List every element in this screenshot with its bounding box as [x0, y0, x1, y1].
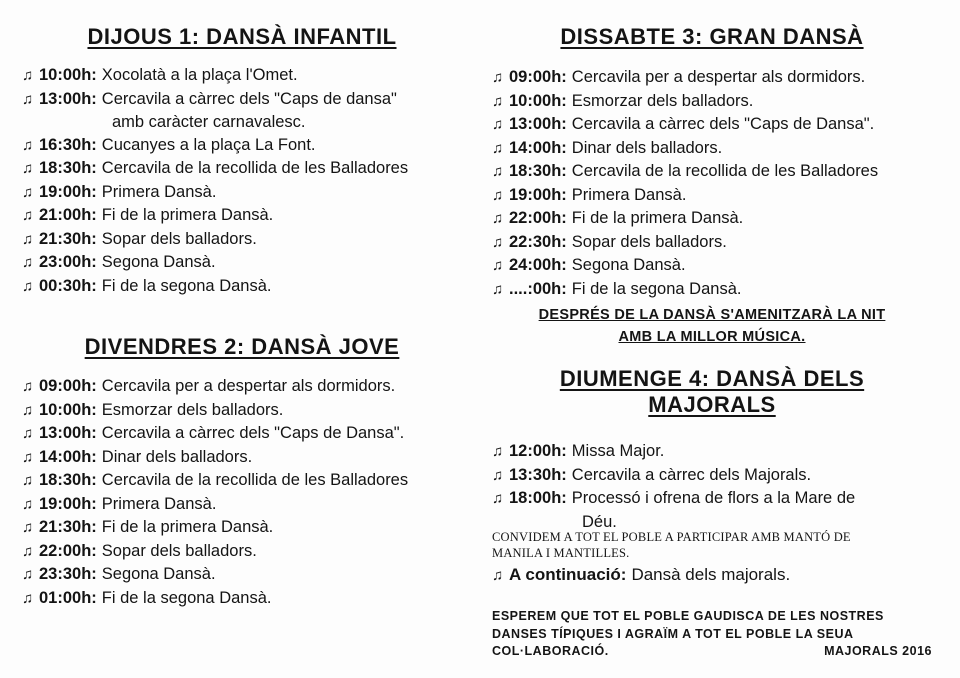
music-note-icon: ♫	[492, 139, 504, 157]
day4-title-line2: MAJORALS	[648, 392, 776, 417]
closing-message	[492, 608, 932, 661]
schedule-desc: Dinar dels balladors.	[101, 447, 253, 466]
schedule-desc: Cercavila a càrrec dels Majorals.	[571, 465, 812, 484]
schedule-desc: Segona Dansà.	[101, 253, 216, 271]
schedule-row	[492, 278, 932, 302]
schedule-time: 12:00h:	[509, 442, 567, 460]
music-note-icon: ♫	[492, 257, 504, 274]
final-event-desc: Dansà dels majorals.	[631, 565, 791, 584]
day4-title	[492, 366, 932, 418]
schedule-row	[22, 251, 462, 275]
invitation-text	[492, 529, 892, 561]
schedule-row	[22, 399, 462, 423]
schedule-desc: Fi de la segona Dansà.	[571, 279, 742, 298]
schedule-desc: Cercavila a càrrec dels "Caps de Dansa".	[571, 115, 875, 133]
schedule-row	[22, 587, 462, 611]
schedule-row	[492, 160, 932, 184]
music-note-icon: ♫	[22, 472, 34, 489]
schedule-desc: Xocolatà a la plaça l'Omet.	[101, 66, 298, 84]
schedule-time: 18:00h:	[509, 489, 567, 507]
schedule-desc: amb caràcter carnavalesc.	[112, 113, 306, 131]
closing-line2: DANSES TÍPIQUES I AGRAÏM A TOT EL POBLE LA SEUA	[492, 626, 854, 641]
schedule-row	[22, 181, 462, 205]
music-note-icon: ♫	[492, 490, 504, 507]
schedule-desc: Primera Dansà.	[571, 185, 687, 204]
schedule-desc: Fi de la primera Dansà.	[101, 518, 274, 536]
music-note-icon: ♫	[22, 589, 34, 607]
schedule-time: 24:00h:	[509, 256, 567, 274]
schedule-row	[492, 113, 932, 137]
music-note-icon: ♫	[22, 566, 34, 583]
schedule-desc: Esmorzar dels balladors.	[101, 400, 284, 419]
day2-schedule	[22, 375, 462, 610]
schedule-row	[492, 231, 932, 255]
day4-title-line1: DIUMENGE 4: DANSÀ DELS	[559, 366, 865, 391]
music-note-icon: ♫	[492, 280, 504, 298]
schedule-time: 19:00h:	[39, 494, 97, 513]
schedule-desc: Fi de la segona Dansà.	[101, 588, 272, 607]
music-note-icon: ♫	[22, 448, 34, 466]
night-notice-line2: AMB LA MILLOR MÚSICA.	[618, 329, 806, 345]
schedule-desc: Fi de la primera Dansà.	[101, 206, 274, 224]
closing-line3: COL·LABORACIÓ.	[492, 644, 609, 658]
schedule-desc: Fi de la primera Dansà.	[571, 209, 744, 227]
music-note-icon: ♫	[492, 567, 504, 584]
schedule-row	[22, 516, 462, 540]
schedule-desc: Processó i ofrena de flors a la Mare de	[571, 489, 856, 507]
closing-line3-wrap	[492, 643, 932, 661]
music-note-icon: ♫	[22, 542, 34, 560]
schedule-row	[22, 275, 462, 299]
music-note-icon: ♫	[22, 90, 34, 108]
invitation-line2: MANILA I MANTILLES.	[492, 546, 630, 560]
music-note-icon: ♫	[22, 230, 34, 248]
schedule-time: 00:30h:	[39, 276, 97, 295]
schedule-row	[22, 88, 462, 112]
schedule-row	[22, 469, 462, 493]
invitation-line1: CONVIDEM A TOT EL POBLE A PARTICIPAR AMB MANTÓ DE	[492, 530, 851, 544]
schedule-row	[492, 464, 932, 488]
schedule-time: 13:00h:	[39, 89, 97, 108]
music-note-icon: ♫	[492, 233, 504, 251]
music-note-icon: ♫	[22, 277, 34, 295]
schedule-time: ....:00h:	[509, 279, 567, 298]
schedule-row	[492, 207, 932, 231]
schedule-row	[22, 204, 462, 228]
final-event-row	[492, 564, 790, 588]
schedule-desc: Segona Dansà.	[571, 256, 686, 274]
schedule-desc: Déu.	[582, 512, 617, 531]
schedule-row	[22, 134, 462, 158]
schedule-time: 18:30h:	[39, 159, 97, 177]
day3-title: DISSABTE 3: GRAN DANSÀ	[560, 24, 864, 49]
schedule-desc: Primera Dansà.	[101, 182, 217, 201]
schedule-row	[22, 422, 462, 446]
music-note-icon: ♫	[492, 466, 504, 484]
music-note-icon: ♫	[492, 163, 504, 180]
music-note-icon: ♫	[22, 183, 34, 201]
schedule-time: 01:00h:	[39, 588, 97, 607]
schedule-time: 21:00h:	[39, 206, 97, 224]
music-note-icon: ♫	[22, 519, 34, 536]
schedule-desc: Esmorzar dels balladors.	[571, 91, 754, 110]
music-note-icon: ♫	[22, 254, 34, 271]
schedule-desc: Segona Dansà.	[101, 565, 216, 583]
music-note-icon: ♫	[492, 443, 504, 460]
schedule-row	[492, 66, 932, 90]
final-event-time: A continuació:	[509, 565, 627, 584]
schedule-desc: Cercavila a càrrec dels "Caps de Dansa".	[101, 424, 405, 442]
day4-schedule	[492, 440, 932, 533]
schedule-desc: Primera Dansà.	[101, 494, 217, 513]
schedule-desc: Cercavila de la recollida de les Balladores	[101, 471, 409, 489]
schedule-desc: Fi de la segona Dansà.	[101, 276, 272, 295]
schedule-desc: Cercavila de la recollida de les Balladores	[571, 162, 879, 180]
schedule-time: 22:00h:	[509, 209, 567, 227]
schedule-desc: Sopar dels balladors.	[101, 541, 257, 560]
music-note-icon: ♫	[22, 401, 34, 419]
schedule-time: 21:30h:	[39, 229, 97, 248]
schedule-time: 14:00h:	[509, 138, 567, 157]
schedule-time: 13:00h:	[509, 115, 567, 133]
music-note-icon: ♫	[22, 378, 34, 395]
music-note-icon: ♫	[22, 495, 34, 513]
schedule-time: 23:00h:	[39, 253, 97, 271]
music-note-icon: ♫	[492, 186, 504, 204]
schedule-row	[492, 440, 932, 464]
schedule-time: 09:00h:	[509, 68, 567, 86]
schedule-row	[492, 137, 932, 161]
day1-title: DIJOUS 1: DANSÀ INFANTIL	[87, 24, 397, 49]
music-note-icon: ♫	[492, 210, 504, 227]
schedule-desc: Cercavila a càrrec dels "Caps de dansa"	[101, 89, 397, 108]
day2-title: DIVENDRES 2: DANSÀ JOVE	[84, 334, 400, 359]
schedule-row	[22, 446, 462, 470]
schedule-desc: Sopar dels balladors.	[101, 229, 257, 248]
schedule-row	[492, 254, 932, 278]
schedule-time: 22:30h:	[509, 232, 567, 251]
schedule-time: 13:30h:	[509, 465, 567, 484]
schedule-row	[22, 111, 462, 134]
music-note-icon: ♫	[22, 136, 34, 154]
schedule-desc: Missa Major.	[571, 442, 665, 460]
day3-schedule	[492, 66, 932, 301]
signature: MAJORALS 2016	[824, 644, 932, 658]
schedule-row	[22, 563, 462, 587]
schedule-row	[22, 64, 462, 88]
schedule-row	[492, 184, 932, 208]
schedule-time: 14:00h:	[39, 447, 97, 466]
schedule-row	[492, 487, 932, 511]
schedule-row	[22, 228, 462, 252]
schedule-desc: Cucanyes a la plaça La Font.	[101, 135, 316, 154]
schedule-time: 09:00h:	[39, 377, 97, 395]
schedule-desc: Cercavila per a despertar als dormidors.	[571, 68, 866, 86]
schedule-time: 21:30h:	[39, 518, 97, 536]
schedule-time: 19:00h:	[509, 185, 567, 204]
schedule-row	[22, 375, 462, 399]
schedule-time: 13:00h:	[39, 424, 97, 442]
music-note-icon: ♫	[22, 207, 34, 224]
schedule-time: 22:00h:	[39, 541, 97, 560]
schedule-time: 23:30h:	[39, 565, 97, 583]
schedule-desc: Dinar dels balladors.	[571, 138, 723, 157]
music-note-icon: ♫	[492, 92, 504, 110]
schedule-row	[492, 90, 932, 114]
schedule-time: 19:00h:	[39, 182, 97, 201]
night-notice	[492, 304, 932, 348]
music-note-icon: ♫	[22, 67, 34, 84]
schedule-time: 18:30h:	[509, 162, 567, 180]
night-notice-line1: DESPRÉS DE LA DANSÀ S'AMENITZARÀ LA NIT	[538, 307, 886, 323]
day1-schedule	[22, 64, 462, 298]
music-note-icon: ♫	[22, 160, 34, 177]
schedule-time: 10:00h:	[509, 91, 567, 110]
schedule-time: 16:30h:	[39, 135, 97, 154]
music-note-icon: ♫	[492, 69, 504, 86]
schedule-time: 18:30h:	[39, 471, 97, 489]
schedule-row	[22, 540, 462, 564]
schedule-row	[22, 157, 462, 181]
schedule-row	[22, 493, 462, 517]
music-note-icon: ♫	[22, 425, 34, 442]
closing-line1: ESPEREM QUE TOT EL POBLE GAUDISCA DE LES NOSTRES	[492, 609, 884, 623]
music-note-icon: ♫	[492, 116, 504, 133]
schedule-time: 10:00h:	[39, 66, 97, 84]
schedule-desc: Cercavila per a despertar als dormidors.	[101, 377, 396, 395]
schedule-desc: Cercavila de la recollida de les Balladores	[101, 159, 409, 177]
schedule-time: 10:00h:	[39, 400, 97, 419]
schedule-desc: Sopar dels balladors.	[571, 232, 727, 251]
